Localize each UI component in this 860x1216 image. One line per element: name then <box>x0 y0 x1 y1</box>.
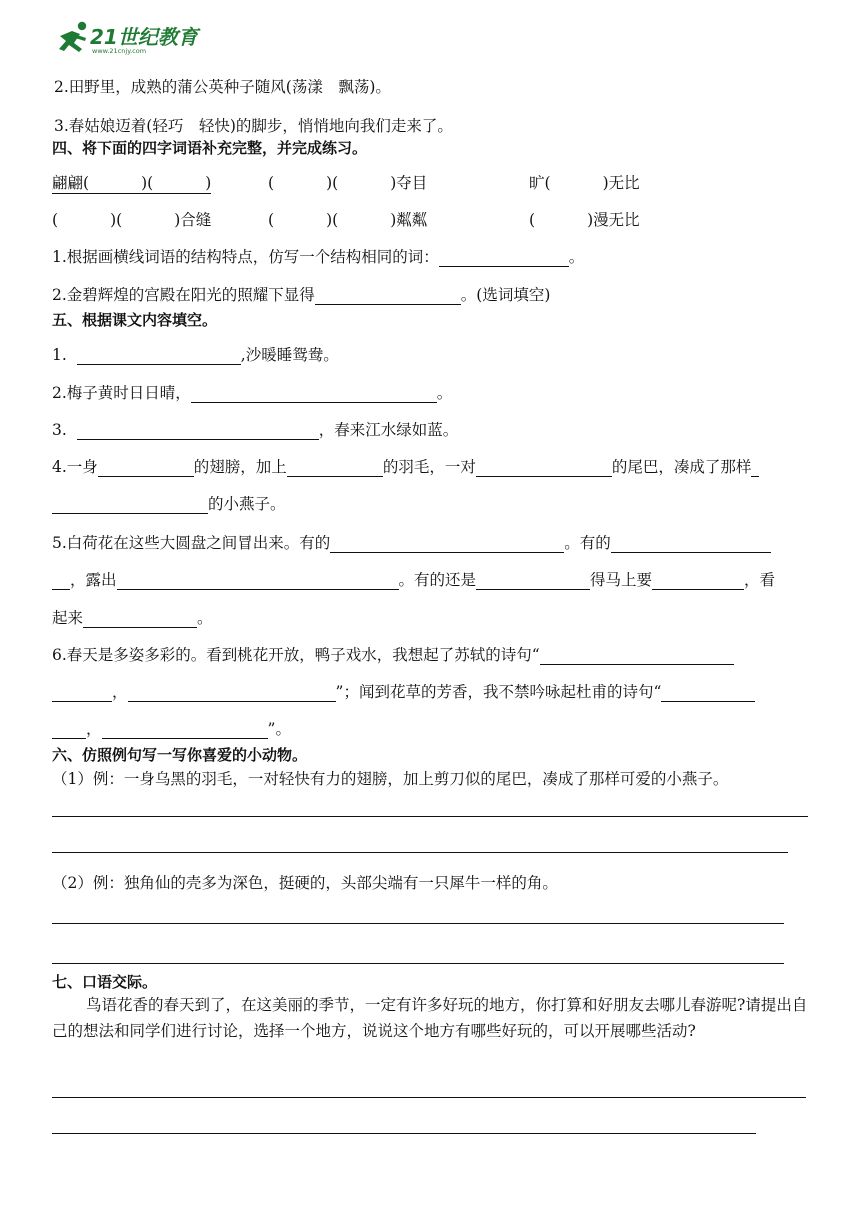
s6-answer-line-1[interactable] <box>52 816 808 817</box>
s5-q5-blank-2a[interactable] <box>611 536 771 553</box>
s6-example-1: （1）例：一身乌黑的羽毛，一对轻快有力的翅膀，加上剪刀似的尾巴，凑成了那样可爱的小燕子。 <box>52 770 729 788</box>
runner-icon <box>59 22 86 52</box>
logo-url: www.21cnjy.com <box>92 47 147 55</box>
s5-question-4-line-1: 4.一身 的翅膀，加上 的羽毛，一对 的尾巴，凑成了那样 <box>52 455 759 477</box>
s5-q4-blank-4a[interactable] <box>751 460 759 477</box>
word-2: ( )( )夺目 <box>268 174 428 192</box>
s7-prompt: 鸟语花香的春天到了，在这美丽的季节，一定有许多好玩的地方，你打算和好朋友去哪儿春游呢?请提出自己的想法和同学们进行讨论，选择一个地方，说说这个地方有哪些好玩的，可以开展哪些活动? <box>52 996 808 1040</box>
word-3: 旷( )无比 <box>529 174 640 192</box>
s7-answer-line-1[interactable] <box>52 1097 806 1098</box>
s5-question-1: 1. ,沙暖睡鸳鸯。 <box>52 346 339 364</box>
s6-answer-line-2[interactable] <box>52 852 788 853</box>
s5-q6-blank-2[interactable] <box>128 685 336 702</box>
s5-q6-blank-1a[interactable] <box>540 648 734 665</box>
s5-q6-blank-4[interactable] <box>102 722 268 739</box>
s5-q5-blank-3[interactable] <box>117 573 399 590</box>
s5-q3-blank[interactable] <box>77 423 319 440</box>
section-4-title: 四、将下面的四字词语补充完整，并完成练习。 <box>52 139 368 157</box>
s4-question-1: 1.根据画横线词语的结构特点，仿写一个结构相同的词： 。 <box>52 248 585 266</box>
s5-q2-blank[interactable] <box>191 386 437 403</box>
word-1: 翩翩( )( ) <box>52 171 211 194</box>
s5-q5-blank-1[interactable] <box>330 536 564 553</box>
s4-q2-answer-blank[interactable] <box>315 288 461 305</box>
s5-q4-blank-3[interactable] <box>476 460 612 477</box>
s5-question-4-line-2: 的小燕子。 <box>52 492 286 514</box>
s5-question-3: 3. ，春来江水绿如蓝。 <box>52 421 459 439</box>
s6-answer-line-4[interactable] <box>52 963 784 964</box>
word-4: ( )( )合缝 <box>52 211 212 229</box>
s3-question-3: 3.春姑娘迈着(轻巧 轻快)的脚步，悄悄地向我们走来了。 <box>54 117 453 135</box>
s5-q1-blank[interactable] <box>77 348 241 365</box>
site-logo <box>52 18 198 58</box>
section-6-title: 六、仿照例句写一写你喜爱的小动物。 <box>52 746 308 764</box>
s5-q6-blank-3a[interactable] <box>661 685 755 702</box>
word-6: ( )漫无比 <box>529 211 640 229</box>
s6-answer-line-3[interactable] <box>52 923 784 924</box>
s5-question-5-line-2: ，露出 。有的还是 得马上要 ，看 <box>52 568 775 590</box>
s3-question-2: 2.田野里，成熟的蒲公英种子随风(荡漾 飘荡)。 <box>54 78 391 96</box>
s5-q6-blank-3b[interactable] <box>52 722 86 739</box>
section-5-title: 五、根据课文内容填空。 <box>52 311 218 329</box>
s5-question-5-line-3: 起来 。 <box>52 609 213 627</box>
logo-brand: 21世纪教育 <box>90 25 198 49</box>
s5-q4-blank-1[interactable] <box>98 460 194 477</box>
s5-q5-blank-2b[interactable] <box>52 573 70 590</box>
s5-question-2: 2.梅子黄时日日晴， 。 <box>52 384 453 402</box>
section-7-title: 七、口语交际。 <box>52 973 158 991</box>
s5-q4-blank-2[interactable] <box>287 460 383 477</box>
s5-question-6-line-2: ， ”；闻到花草的芳香，我不禁吟咏起杜甫的诗句“ <box>52 680 755 702</box>
s6-example-2: （2）例：独角仙的壳多为深色，挺硬的，头部尖端有一只犀牛一样的角。 <box>52 874 558 892</box>
s5-q4-blank-4b[interactable] <box>52 497 208 514</box>
word-5: ( )( )粼粼 <box>268 211 428 229</box>
s5-q5-blank-6[interactable] <box>83 611 197 628</box>
s5-question-5-line-1: 5.白荷花在这些大圆盘之间冒出来。有的 。有的 <box>52 531 771 553</box>
s7-answer-line-2[interactable] <box>52 1133 756 1134</box>
s4-question-2: 2.金碧辉煌的宫殿在阳光的照耀下显得 。(选词填空) <box>52 286 551 304</box>
s4-q1-answer-blank[interactable] <box>439 250 569 267</box>
s5-q6-blank-1b[interactable] <box>52 685 112 702</box>
s5-question-6-line-3: ， ”。 <box>52 717 291 739</box>
s5-q5-blank-5[interactable] <box>652 573 744 590</box>
s5-q5-blank-4[interactable] <box>476 573 590 590</box>
s5-question-6-line-1: 6.春天是多姿多彩的。看到桃花开放，鸭子戏水，我想起了苏轼的诗句“ <box>52 643 734 665</box>
